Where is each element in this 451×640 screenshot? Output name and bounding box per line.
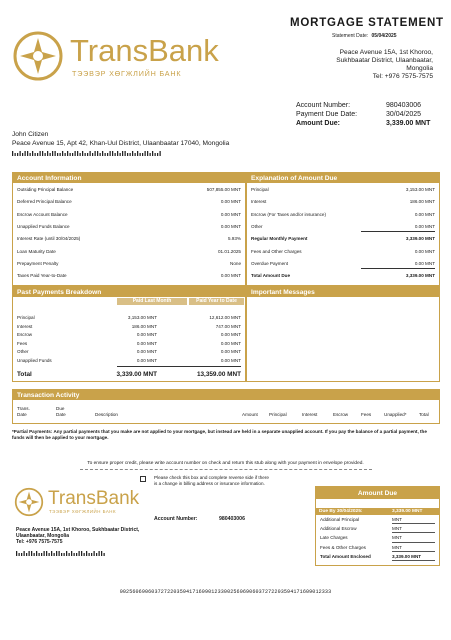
amount-due-explanation-rows — [247, 183, 439, 285]
past-payments-total-label: Total — [17, 371, 32, 378]
col-fees: Fees — [361, 412, 372, 417]
row-label: Interest Rate (until 30/04/2025) — [17, 236, 81, 242]
row-year-to-date: 0.00 MNT — [220, 340, 241, 346]
customer-block — [12, 131, 229, 148]
row-label: Escrow (For Taxes and/or insurance) — [251, 211, 326, 217]
row-label: Additional Principal — [320, 517, 360, 522]
stub-due-by-value: 3,339.00 MNT — [392, 509, 423, 514]
bank-tagline: ТЭЭВЭР ХӨГЖЛИЙН БАНК — [72, 69, 182, 78]
row-year-to-date: 0.00 MNT — [220, 349, 241, 355]
row-label: Other — [17, 349, 29, 355]
row-last-month: 0.00 MNT — [136, 358, 157, 363]
stub-instruction: To ensure proper credit, please write account number on check and return this stub along with your payment in envelope provided. — [87, 461, 364, 466]
stub-amount-due-header: Amount Due — [316, 487, 439, 499]
stub-postal-barcode — [16, 551, 106, 556]
row-label: Additional Escrow — [320, 526, 357, 532]
row-label: Escrow — [17, 332, 33, 338]
subtotal-rule — [361, 268, 435, 269]
col-escrow: Escrow — [333, 412, 349, 417]
important-messages-header: Important Messages — [247, 287, 439, 297]
stub-phone: Tel: +976 7575-7575 — [16, 539, 63, 546]
row-value: 3,339.00 MNT — [392, 553, 422, 559]
row-label: Total Amount Due — [251, 273, 291, 279]
row-label: Principal — [251, 187, 269, 192]
col-total: Total — [419, 412, 429, 417]
subtotal-rule — [361, 231, 435, 232]
stub-row-rule — [392, 542, 435, 543]
payment-due-value: 30/04/2025 — [386, 111, 422, 118]
account-number-label: Account Number: — [296, 102, 351, 109]
bank-address — [336, 49, 433, 81]
past-payments-total-ytd: 13,359.00 MNT — [196, 371, 241, 378]
amount-due-explanation-panel — [246, 172, 440, 286]
row-label: Interest — [17, 323, 33, 329]
row-label: Interest — [251, 199, 267, 205]
stub-account-number-value: 980403006 — [218, 516, 245, 522]
bank-name: TransBank — [70, 33, 219, 68]
row-label: Other — [251, 223, 263, 229]
bank-logo-emblem-icon — [12, 30, 64, 82]
row-value: MNT — [392, 535, 402, 541]
col-interest: Interest — [302, 412, 318, 417]
row-label: Prepayment Penalty — [17, 260, 59, 266]
row-value: 0.00 MNT — [220, 223, 241, 229]
row-label: Deferred Principal Balance — [17, 199, 72, 205]
stub-row-rule — [392, 560, 435, 561]
row-value: MNT — [392, 544, 402, 550]
stub-row-rule — [392, 551, 435, 552]
stub-address-line-1: Peace Avenue 15A, 1st Khoroo, Sukhbaatar District, — [16, 527, 140, 533]
row-value: 0.00 MNT — [220, 273, 241, 279]
row-last-month: 0.00 MNT — [136, 349, 157, 355]
account-summary — [296, 101, 436, 128]
address-change-line-2: is a change in billing address or insurance information. — [154, 480, 265, 486]
past-payments-col-last: Paid Last Month — [117, 298, 187, 305]
row-value: 0.00 MNT — [414, 248, 435, 254]
amount-due-value: 3,339.00 MNT — [386, 120, 431, 127]
row-label: Escrow Account Balance — [17, 211, 68, 217]
stub-account-number-label: Account Number: — [154, 516, 198, 522]
row-value: 01.01.2025 — [218, 248, 241, 254]
stub-logo-emblem-icon — [14, 487, 44, 517]
row-last-month: 0.00 MNT — [136, 332, 157, 338]
stub-amount-rows — [316, 516, 439, 564]
postal-barcode — [12, 151, 162, 157]
address-change-line-1: Please check this box and complete reverse side if there — [154, 475, 269, 480]
bank-logo — [12, 30, 64, 82]
transaction-activity-panel — [12, 389, 440, 424]
statement-date-value: 05/04/2025 — [371, 33, 397, 39]
row-label: Overdue Payment — [251, 260, 289, 266]
row-value: 3,339.00 MNT — [405, 236, 435, 242]
customer-name: John Citizen — [12, 131, 49, 138]
address-change-checkbox[interactable] — [140, 476, 146, 482]
amount-due-explanation-header: Explanation of Amount Due — [247, 173, 439, 183]
bank-phone: Tel: +976 7575-7575 — [372, 73, 433, 80]
row-value: None — [230, 260, 241, 266]
stub-amount-due-panel — [315, 486, 440, 566]
row-value: 0.00 MNT — [220, 211, 241, 217]
tear-line — [80, 469, 372, 470]
stub-bank-name: TransBank — [48, 488, 140, 509]
row-year-to-date: 0.00 MNT — [220, 332, 241, 338]
row-value: 186.00 MNT — [409, 199, 435, 205]
row-year-to-date: 12,612.00 MNT — [209, 315, 241, 320]
row-value: 0.00 MNT — [414, 223, 435, 229]
account-information-header: Account Information — [13, 173, 245, 183]
stub-address — [16, 527, 139, 546]
bank-address-line-2: Sukhbaatar District, Ulaanbaatar, — [336, 57, 433, 64]
stub-account-number — [154, 516, 245, 522]
past-payments-rows — [13, 315, 245, 367]
row-label: Fees & Other Charges — [320, 544, 366, 550]
row-value: 0.00 MNT — [414, 260, 435, 266]
stub-row-rule — [392, 532, 435, 533]
row-value: MNT — [392, 517, 402, 522]
bank-address-line-1: Peace Avenue 15A, 1st Khoroo, — [339, 49, 433, 56]
row-value: 5.93% — [227, 236, 241, 242]
account-information-panel — [12, 172, 246, 286]
row-last-month: 0.00 MNT — [136, 340, 157, 346]
payment-due-label: Payment Due Date: — [296, 111, 358, 118]
stub-due-by-row — [316, 508, 439, 515]
past-payments-col-ytd: Paid Year to Date — [189, 298, 244, 305]
row-value: 0.00 MNT — [220, 199, 241, 205]
amount-due-label: Amount Due: — [296, 120, 340, 127]
row-label: Unapplied Funds — [17, 358, 52, 363]
past-payments-panel — [12, 286, 246, 382]
row-label: Outsiding Principal Balance — [17, 187, 74, 192]
important-messages-panel — [246, 286, 440, 382]
col-principal: Principal — [269, 412, 287, 417]
row-label: Regular Monthly Payment — [251, 236, 308, 242]
row-value: 507,855.00 MNT — [206, 187, 241, 192]
stub-logo — [14, 487, 44, 517]
col-due-date: Due Date — [56, 406, 66, 417]
col-description: Description — [95, 412, 118, 417]
col-unapplied: Unapplied* — [384, 412, 407, 417]
stub-bank-tagline: ТЭЭВЭР ХӨГЖЛИЙН БАНК — [49, 509, 117, 514]
stub-row-rule — [392, 523, 435, 524]
account-number-value: 980403006 — [386, 102, 422, 109]
row-label: Principal — [17, 315, 35, 320]
statement-date — [332, 33, 397, 39]
row-label: Fees — [17, 340, 28, 346]
row-last-month: 186.00 MNT — [131, 323, 157, 329]
row-value: MNT — [392, 526, 402, 532]
row-label: Loan Maturity Date — [17, 248, 56, 254]
row-value: 0.00 MNT — [414, 211, 435, 217]
row-year-to-date: 747.00 MNT — [215, 323, 241, 329]
customer-address: Peace Avenue 15, Apt 42, Khan-Uul District, Ulaanbaatar 17040, Mongolia — [12, 139, 230, 147]
transaction-activity-header: Transaction Activity — [13, 390, 439, 400]
bank-address-line-3: Mongolia — [406, 65, 433, 72]
statement-date-label: Statement Date: — [332, 33, 369, 39]
row-label: Unapplied Funds Balance — [17, 223, 70, 229]
stub-address-line-2: Ulaanbaatar, Mongolia — [16, 533, 70, 540]
row-value: 3,153.00 MNT — [405, 187, 435, 192]
row-label: Taxes Paid Year-to-Date — [17, 273, 67, 279]
col-trans-date: Trans. Date — [17, 406, 30, 417]
col-amount: Amount — [242, 412, 258, 417]
row-value: 3,339.00 MNT — [405, 273, 435, 279]
row-last-month: 3,153.00 MNT — [127, 315, 157, 320]
row-label: Total Amount Enclosed — [320, 553, 371, 559]
micr-line: 0025606906037272203594171609012330025606906037272203594171609012333 — [119, 589, 332, 595]
partial-payments-note: *Partial Payments: Any partial payments that you make are not applied to your mortgage, but instead are held in a separate unapplied account. If you pay the balance of a partial payment, the funds will then be applied to your mortgage. — [12, 429, 427, 440]
statement-title: MORTGAGE STATEMENT — [290, 17, 444, 29]
row-label: Fees and Other Charges — [251, 248, 302, 254]
past-payments-header: Past Payments Breakdown — [13, 287, 245, 297]
past-payments-total-last: 3,339.00 MNT — [116, 371, 157, 378]
row-label: Late Charges — [320, 535, 348, 541]
stub-due-by-label: Due By 30/04/2025: — [319, 509, 363, 514]
past-total-rule — [117, 366, 241, 367]
account-information-rows — [13, 183, 245, 285]
address-change-note — [154, 475, 269, 486]
row-year-to-date: 0.00 MNT — [220, 358, 241, 363]
